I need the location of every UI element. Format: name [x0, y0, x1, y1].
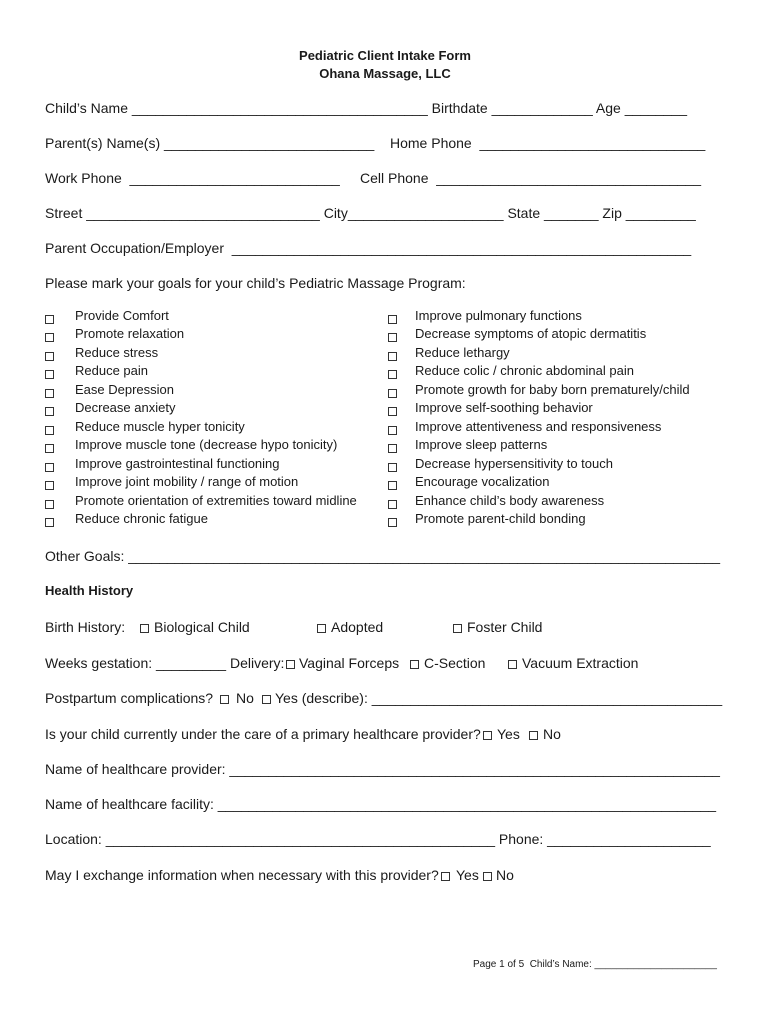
goal-checkbox[interactable] — [388, 370, 397, 379]
form-subtitle: Ohana Massage, LLC — [319, 66, 451, 81]
vaginal-forceps-checkbox[interactable] — [286, 660, 295, 669]
vacuum-extraction-label: Vacuum Extraction — [522, 655, 639, 671]
goal-label: Improve joint mobility / range of motion — [75, 474, 299, 489]
goal-checkbox[interactable] — [388, 389, 397, 398]
goal-label: Promote orientation of extremities toward midline — [75, 493, 357, 508]
goal-label: Reduce muscle hyper tonicity — [75, 419, 245, 434]
health-history-heading: Health History — [45, 583, 134, 598]
cell-phone-field[interactable]: Cell Phone __________________________________ — [360, 170, 701, 186]
goal-checkbox[interactable] — [388, 426, 397, 435]
goal-label: Improve sleep patterns — [415, 437, 548, 452]
goal-checkbox[interactable] — [45, 370, 54, 379]
postpartum-yes-checkbox[interactable] — [262, 695, 271, 704]
goal-checkbox[interactable] — [45, 481, 54, 490]
goal-checkbox[interactable] — [388, 518, 397, 527]
weeks-gestation-field[interactable]: Weeks gestation: _________ Delivery: — [45, 655, 285, 671]
goal-checkbox[interactable] — [388, 352, 397, 361]
birth-history-label: Birth History: — [45, 619, 126, 635]
page-footer: Page 1 of 5 Child’s Name: ______________________ — [473, 959, 717, 970]
goal-checkbox[interactable] — [45, 333, 54, 342]
goal-checkbox[interactable] — [388, 500, 397, 509]
address-field[interactable]: Street ______________________________ City____________________ State _______ Zip _________ — [45, 205, 696, 221]
provider-care-no-label: No — [543, 726, 561, 742]
parent-names-field[interactable]: Parent(s) Name(s) ___________________________ — [45, 135, 375, 151]
goal-label: Promote growth for baby born prematurely/child — [415, 382, 690, 397]
goal-checkbox[interactable] — [388, 444, 397, 453]
goal-checkbox[interactable] — [45, 352, 54, 361]
exchange-no-checkbox[interactable] — [483, 872, 492, 881]
facility-name-field[interactable]: Name of healthcare facility: ________________________________________________________________ — [45, 796, 717, 812]
goal-label: Enhance child’s body awareness — [415, 493, 605, 508]
goal-label: Improve pulmonary functions — [415, 308, 582, 323]
exchange-info-question: May I exchange information when necessary with this provider? — [45, 867, 439, 883]
goal-checkbox[interactable] — [45, 315, 54, 324]
provider-name-field[interactable]: Name of healthcare provider: _______________________________________________________________ — [45, 761, 720, 777]
goal-checkbox[interactable] — [388, 315, 397, 324]
goal-label: Ease Depression — [75, 382, 174, 397]
provider-care-yes-checkbox[interactable] — [483, 731, 492, 740]
occupation-field[interactable]: Parent Occupation/Employer ___________________________________________________________ — [45, 240, 692, 256]
postpartum-no-checkbox[interactable] — [220, 695, 229, 704]
goal-checkbox[interactable] — [388, 463, 397, 472]
vacuum-extraction-checkbox[interactable] — [508, 660, 517, 669]
exchange-no-label: No — [496, 867, 514, 883]
goal-checkbox[interactable] — [45, 407, 54, 416]
goal-checkbox[interactable] — [45, 463, 54, 472]
foster-child-checkbox[interactable] — [453, 624, 462, 633]
exchange-yes-label: Yes — [456, 867, 479, 883]
goal-checkbox[interactable] — [45, 389, 54, 398]
goal-checkbox[interactable] — [45, 444, 54, 453]
postpartum-no-label: No — [236, 690, 254, 706]
provider-care-no-checkbox[interactable] — [529, 731, 538, 740]
goal-label: Promote relaxation — [75, 326, 185, 341]
adopted-checkbox[interactable] — [317, 624, 326, 633]
goal-label: Promote parent-child bonding — [415, 511, 586, 526]
goal-checkbox[interactable] — [388, 481, 397, 490]
goal-label: Decrease anxiety — [75, 400, 176, 415]
provider-care-yes-label: Yes — [497, 726, 520, 742]
goal-label: Improve muscle tone (decrease hypo tonicity) — [75, 437, 338, 452]
form-title: Pediatric Client Intake Form — [299, 48, 471, 63]
postpartum-describe-field[interactable]: Yes (describe): _____________________________________________ — [275, 690, 723, 706]
provider-care-question: Is your child currently under the care of a primary healthcare provider? — [45, 726, 481, 742]
goal-label: Provide Comfort — [75, 308, 169, 323]
goal-checkbox[interactable] — [45, 518, 54, 527]
goal-label: Reduce colic / chronic abdominal pain — [415, 363, 634, 378]
biological-child-checkbox[interactable] — [140, 624, 149, 633]
goal-label: Improve self-soothing behavior — [415, 400, 593, 415]
postpartum-question: Postpartum complications? — [45, 690, 214, 706]
c-section-label: C-Section — [424, 655, 486, 671]
goal-checkbox[interactable] — [388, 407, 397, 416]
goal-label: Decrease hypersensitivity to touch — [415, 456, 613, 471]
goal-label: Improve attentiveness and responsiveness — [415, 419, 662, 434]
exchange-yes-checkbox[interactable] — [441, 872, 450, 881]
goal-checkbox[interactable] — [45, 426, 54, 435]
goal-label: Reduce chronic fatigue — [75, 511, 208, 526]
goal-label: Reduce pain — [75, 363, 148, 378]
goals-prompt: Please mark your goals for your child’s Pediatric Massage Program: — [45, 275, 466, 291]
goal-label: Improve gastrointestinal functioning — [75, 456, 280, 471]
c-section-checkbox[interactable] — [410, 660, 419, 669]
biological-child-label: Biological Child — [154, 619, 250, 635]
foster-child-label: Foster Child — [467, 619, 543, 635]
other-goals-field[interactable]: Other Goals: ____________________________________________________________________________ — [45, 548, 721, 564]
adopted-label: Adopted — [331, 619, 384, 635]
child-name-field[interactable]: Child’s Name ______________________________________ Birthdate _____________ Age ________ — [45, 100, 687, 116]
goal-label: Reduce lethargy — [415, 345, 510, 360]
goal-label: Encourage vocalization — [415, 474, 550, 489]
goal-checkbox[interactable] — [388, 333, 397, 342]
vaginal-forceps-label: Vaginal Forceps — [299, 655, 400, 671]
location-phone-field[interactable]: Location: __________________________________________________ Phone: _____________________ — [45, 831, 711, 847]
goal-checkbox[interactable] — [45, 500, 54, 509]
home-phone-field[interactable]: Home Phone _____________________________ — [390, 135, 706, 151]
goal-label: Reduce stress — [75, 345, 159, 360]
goal-label: Decrease symptoms of atopic dermatitis — [415, 326, 647, 341]
work-phone-field[interactable]: Work Phone ___________________________ — [45, 170, 340, 186]
